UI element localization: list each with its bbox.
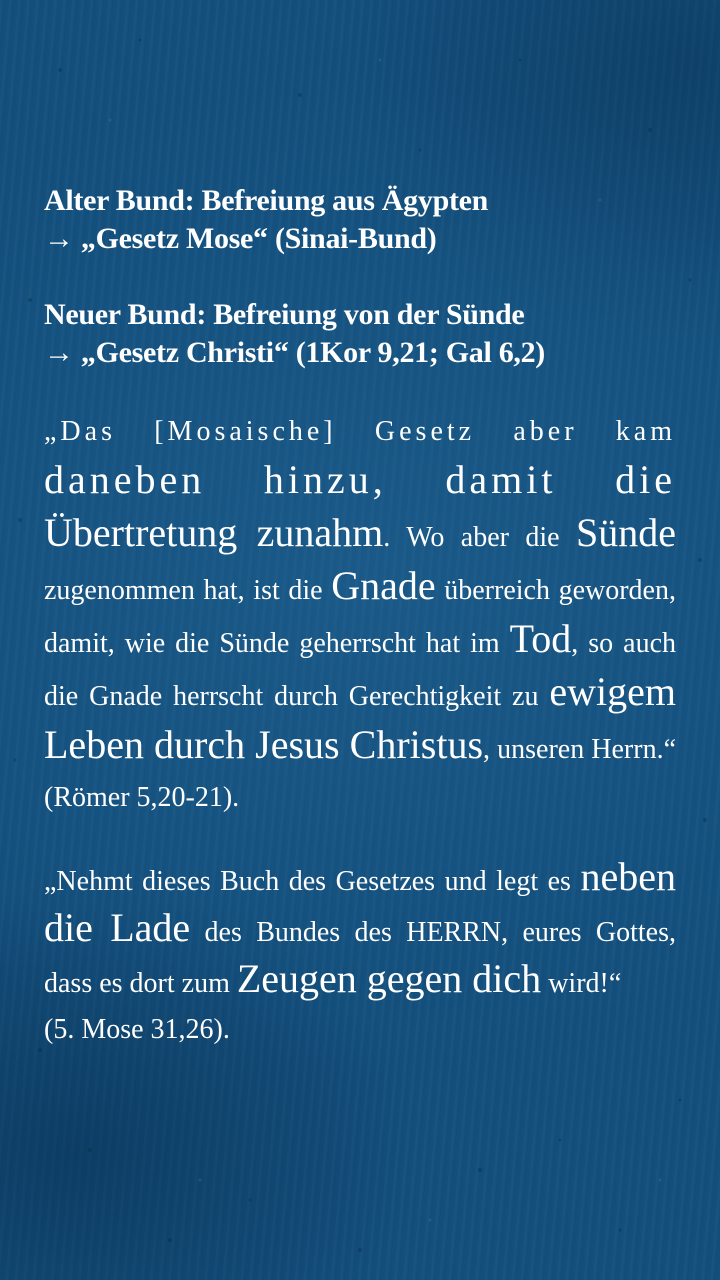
quote-emphasis: Zeugen gegen dich [236,956,542,1001]
quote-emphasis: Gnade [331,563,436,608]
old-covenant-heading [44,182,676,258]
romans-quote [44,408,676,822]
quote-segment: „Das [Mosaische] Gesetz aber kam [44,416,676,447]
quote-emphasis: Tod [509,616,572,661]
quote-segment: überreich geworden, damit, wie die Sünde geherrscht hat im [44,575,676,659]
deuteronomy-quote [44,854,676,1053]
new-covenant-title: Neuer Bund: Befreiung von der Sünde [44,298,525,331]
quote-segment: des Bundes des HERRN, eures Gottes, dass es dort zum [44,917,676,999]
new-covenant-heading [44,296,676,372]
quote-reference: , unseren Herrn.“ (Römer 5,20-21). [44,734,676,813]
quote-segment: „Nehmt dieses Buch des Gesetzes und legt es [44,866,581,897]
quote-emphasis: ewigem Leben durch Jesus Christus [44,669,676,767]
old-covenant-title: Alter Bund: Befreiung aus Ägypten [44,184,489,217]
main-content [44,182,676,1053]
quote-emphasis: Sünde [576,510,676,555]
quote-reference: (5. Mose 31,26). [44,1014,230,1045]
old-covenant-law: → „Gesetz Mose“ (Sinai-Bund) [44,222,437,255]
quote-emphasis: neben die Lade [44,854,676,950]
quote-emphasis: daneben hinzu, damit die [44,457,676,502]
new-covenant-law: → „Gesetz Christi“ (1Kor 9,21; Gal 6,2) [44,336,545,369]
quote-segment: , so auch die Gnade herrscht durch Gerechtigkeit zu [44,628,676,712]
quote-segment: wird!“ [541,968,622,999]
quote-segment: . Wo aber die [383,522,560,553]
quote-emphasis: Übertretung zunahm [44,510,384,555]
quote-segment: zugenommen hat, ist die [44,575,332,606]
